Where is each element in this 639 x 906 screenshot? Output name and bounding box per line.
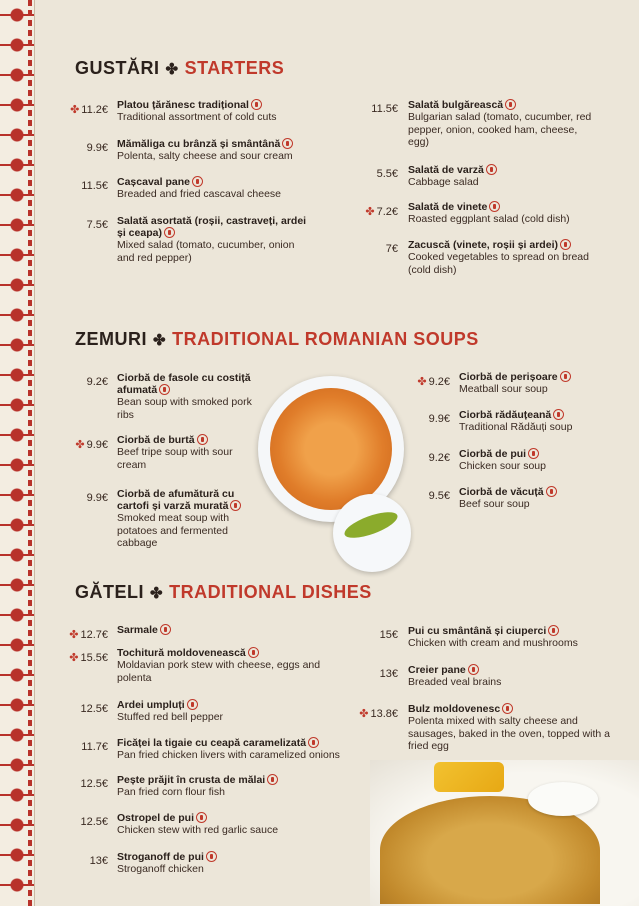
section-title-ro: GĂTELI	[75, 582, 144, 602]
item-description: Beef sour soup	[459, 498, 530, 510]
item-name: Ficăței la tigaie cu ceapă caramelizată	[117, 737, 357, 749]
bulz-dish-photo	[370, 760, 639, 906]
item-name: Ciorbă de burtă	[117, 434, 257, 446]
allergen-icon	[164, 227, 175, 238]
menu-item	[117, 138, 307, 163]
item-description: Chicken sour soup	[459, 460, 546, 472]
item-name: Sarmale	[117, 624, 357, 636]
price-value: 9.9€	[86, 439, 108, 451]
price-value: 15.5€	[80, 652, 108, 664]
item-price	[338, 168, 398, 180]
allergen-icon	[282, 138, 293, 149]
allergen-icon	[505, 99, 516, 110]
price-value: 13.8€	[370, 708, 398, 720]
section-title-ro: ZEMURI	[75, 329, 147, 349]
allergen-icon	[251, 99, 262, 110]
menu-item	[459, 486, 619, 511]
item-description: Smoked meat soup with potatoes and fermented cabbage	[117, 512, 230, 549]
allergen-icon	[230, 500, 241, 511]
item-price	[48, 219, 108, 231]
item-name: Cașcaval pane	[117, 176, 307, 188]
item-description: Traditional assortment of cold cuts	[117, 111, 277, 123]
price-value: 12.5€	[80, 703, 108, 715]
section-title-en: STARTERS	[184, 58, 285, 78]
item-price	[390, 452, 450, 464]
item-name: Zacuscă (vinete, roșii și ardei)	[408, 239, 598, 251]
item-description: Bulgarian salad (tomato, cucumber, red pepper, onion, cooked ham, cheese, egg)	[408, 111, 592, 148]
allergen-icon	[502, 703, 513, 714]
section-separator-icon: ✤	[150, 585, 164, 602]
allergen-icon	[192, 176, 203, 187]
item-price	[338, 243, 398, 255]
price-value: 11.5€	[371, 103, 398, 115]
menu-item	[408, 164, 598, 189]
section-title-ro: GUSTĂRI	[75, 58, 160, 78]
menu-item	[459, 448, 619, 473]
item-price	[390, 375, 450, 388]
item-price	[48, 628, 108, 641]
allergen-icon	[468, 664, 479, 675]
item-description: Pan fried chicken livers with caramelized onions	[117, 749, 340, 761]
item-name: Stroganoff de pui	[117, 851, 357, 863]
item-price	[48, 438, 108, 451]
menu-item	[117, 215, 307, 264]
menu-item	[117, 737, 357, 762]
item-price	[48, 855, 108, 867]
price-value: 12.7€	[80, 629, 108, 641]
price-value: 13€	[89, 855, 108, 867]
item-description: Cabbage salad	[408, 176, 479, 188]
allergen-icon	[248, 647, 259, 658]
item-name: Salată asortată (roșii, castraveți, ardei și ceapa)	[117, 215, 307, 239]
item-price	[48, 492, 108, 504]
allergen-icon	[197, 434, 208, 445]
menu-item	[459, 409, 619, 434]
section-title-en: TRADITIONAL DISHES	[169, 582, 372, 602]
menu-item	[117, 647, 357, 684]
price-value: 12.5€	[80, 778, 108, 790]
price-value: 11.2€	[81, 104, 108, 116]
menu-item	[459, 371, 619, 396]
chef-recommendation-icon: ✤	[417, 376, 427, 388]
item-description: Cooked vegetables to spread on bread (cold dish)	[408, 251, 589, 276]
section-separator-icon: ✤	[153, 332, 167, 349]
item-description: Pan fried corn flour fish	[117, 786, 225, 798]
allergen-icon	[489, 201, 500, 212]
item-price	[48, 376, 108, 388]
menu-item	[408, 99, 598, 149]
item-description: Stroganoff chicken	[117, 863, 204, 875]
menu-item	[408, 664, 623, 689]
allergen-icon	[160, 624, 171, 635]
item-price	[48, 741, 108, 753]
price-value: 12.5€	[80, 816, 108, 828]
allergen-icon	[546, 486, 557, 497]
section-title-soups	[75, 329, 479, 350]
item-price	[390, 413, 450, 425]
allergen-icon	[553, 409, 564, 420]
allergen-icon	[560, 371, 571, 382]
price-value: 9.2€	[428, 376, 450, 388]
item-name: Salată de varză	[408, 164, 598, 176]
price-value: 13€	[379, 668, 398, 680]
menu-item	[408, 239, 598, 276]
allergen-icon	[187, 699, 198, 710]
item-description: Bean soup with smoked pork ribs	[117, 396, 252, 421]
item-description: Polenta, salty cheese and sour cream	[117, 150, 293, 162]
item-price	[48, 180, 108, 192]
item-price	[48, 703, 108, 715]
item-price	[338, 707, 398, 720]
menu-item	[117, 99, 307, 124]
chef-recommendation-icon: ✤	[70, 104, 80, 116]
folk-border-pattern	[0, 0, 35, 906]
price-value: 5.5€	[376, 168, 398, 180]
chef-recommendation-icon: ✤	[69, 652, 79, 664]
price-value: 7.2€	[376, 206, 398, 218]
item-price	[338, 668, 398, 680]
item-description: Breaded veal brains	[408, 676, 502, 688]
item-name: Ciorbă de afumătură cu cartofi și varză murată	[117, 488, 257, 512]
chef-recommendation-icon: ✤	[365, 206, 375, 218]
item-description: Polenta mixed with salty cheese and sausages, baked in the oven, topped with a fried egg	[408, 715, 610, 752]
item-price	[48, 142, 108, 154]
item-name: Ostropel de pui	[117, 812, 357, 824]
item-name: Ciorbă de pui	[459, 448, 619, 460]
price-value: 9.9€	[428, 413, 450, 425]
item-description: Stuffed red bell pepper	[117, 711, 224, 723]
menu-item	[408, 625, 623, 650]
item-description: Breaded and fried cascaval cheese	[117, 188, 282, 200]
item-description: Roasted eggplant salad (cold dish)	[408, 213, 570, 225]
item-name: Platou țărănesc tradițional	[117, 99, 307, 111]
allergen-icon	[267, 774, 278, 785]
chef-recommendation-icon: ✤	[359, 708, 369, 720]
item-name: Pui cu smântână și ciuperci	[408, 625, 623, 637]
menu-item	[117, 176, 307, 201]
pickled-peppers-photo	[333, 494, 411, 572]
item-name: Ardei umpluți	[117, 699, 357, 711]
item-name: Ciorbă de fasole cu costiță afumată	[117, 372, 251, 396]
menu-item	[117, 851, 357, 876]
chef-recommendation-icon: ✤	[69, 629, 79, 641]
price-value: 9.5€	[428, 490, 450, 502]
item-description: Moldavian pork stew with cheese, eggs and polenta	[117, 659, 321, 684]
item-name: Mămăliga cu brânză și smântână	[117, 138, 307, 150]
item-price	[48, 103, 108, 116]
allergen-icon	[560, 239, 571, 250]
item-price	[390, 490, 450, 502]
polenta-photo	[434, 762, 504, 792]
menu-item	[117, 774, 357, 799]
price-value: 11.5€	[81, 180, 108, 192]
price-value: 15€	[379, 629, 398, 641]
menu-item	[117, 434, 257, 471]
section-title-starters	[75, 58, 284, 79]
allergen-icon	[206, 851, 217, 862]
item-price	[48, 778, 108, 790]
menu-item	[117, 372, 257, 421]
item-description: Beef tripe soup with sour cream	[117, 446, 233, 471]
allergen-icon	[548, 625, 559, 636]
chef-recommendation-icon: ✤	[75, 439, 85, 451]
allergen-icon	[486, 164, 497, 175]
item-description: Chicken stew with red garlic sauce	[117, 824, 279, 836]
item-price	[48, 651, 108, 664]
menu-item	[117, 812, 357, 837]
item-name: Pește prăjit în crusta de mălai	[117, 774, 357, 786]
item-description: Chicken with cream and mushrooms	[408, 637, 578, 649]
price-value: 7€	[385, 243, 398, 255]
allergen-icon	[196, 812, 207, 823]
item-name: Salată bulgărească	[408, 99, 598, 111]
item-price	[338, 103, 398, 115]
price-value: 9.2€	[86, 376, 108, 388]
price-value: 7.5€	[86, 219, 108, 231]
price-value: 11.7€	[81, 741, 108, 753]
item-price	[338, 629, 398, 641]
item-name: Salată de vinete	[408, 201, 598, 213]
allergen-icon	[159, 384, 170, 395]
item-description: Meatball sour soup	[459, 383, 548, 395]
allergen-icon	[308, 737, 319, 748]
price-value: 9.9€	[86, 492, 108, 504]
price-value: 9.2€	[428, 452, 450, 464]
item-description: Traditional Rădăuți soup	[459, 421, 573, 433]
price-value: 9.9€	[86, 142, 108, 154]
item-name: Creier pane	[408, 664, 623, 676]
item-name: Tochitură moldovenească	[117, 647, 357, 659]
menu-item	[117, 699, 357, 724]
menu-item	[117, 624, 357, 636]
menu-item	[117, 488, 257, 550]
menu-item	[408, 201, 598, 226]
allergen-icon	[528, 448, 539, 459]
item-description: Mixed salad (tomato, cucumber, onion and red pepper)	[117, 239, 295, 264]
section-title-en: TRADITIONAL ROMANIAN SOUPS	[172, 329, 479, 349]
menu-item	[408, 703, 623, 753]
item-price	[338, 205, 398, 218]
item-price	[48, 816, 108, 828]
item-name: Bulz moldovenesc	[408, 703, 623, 715]
section-title-dishes	[75, 582, 372, 603]
section-separator-icon: ✤	[165, 61, 179, 78]
item-name: Ciorbă de perișoare	[459, 371, 619, 383]
item-name: Ciorbă de văcuță	[459, 486, 619, 498]
item-name: Ciorbă rădăuțeană	[459, 409, 619, 421]
